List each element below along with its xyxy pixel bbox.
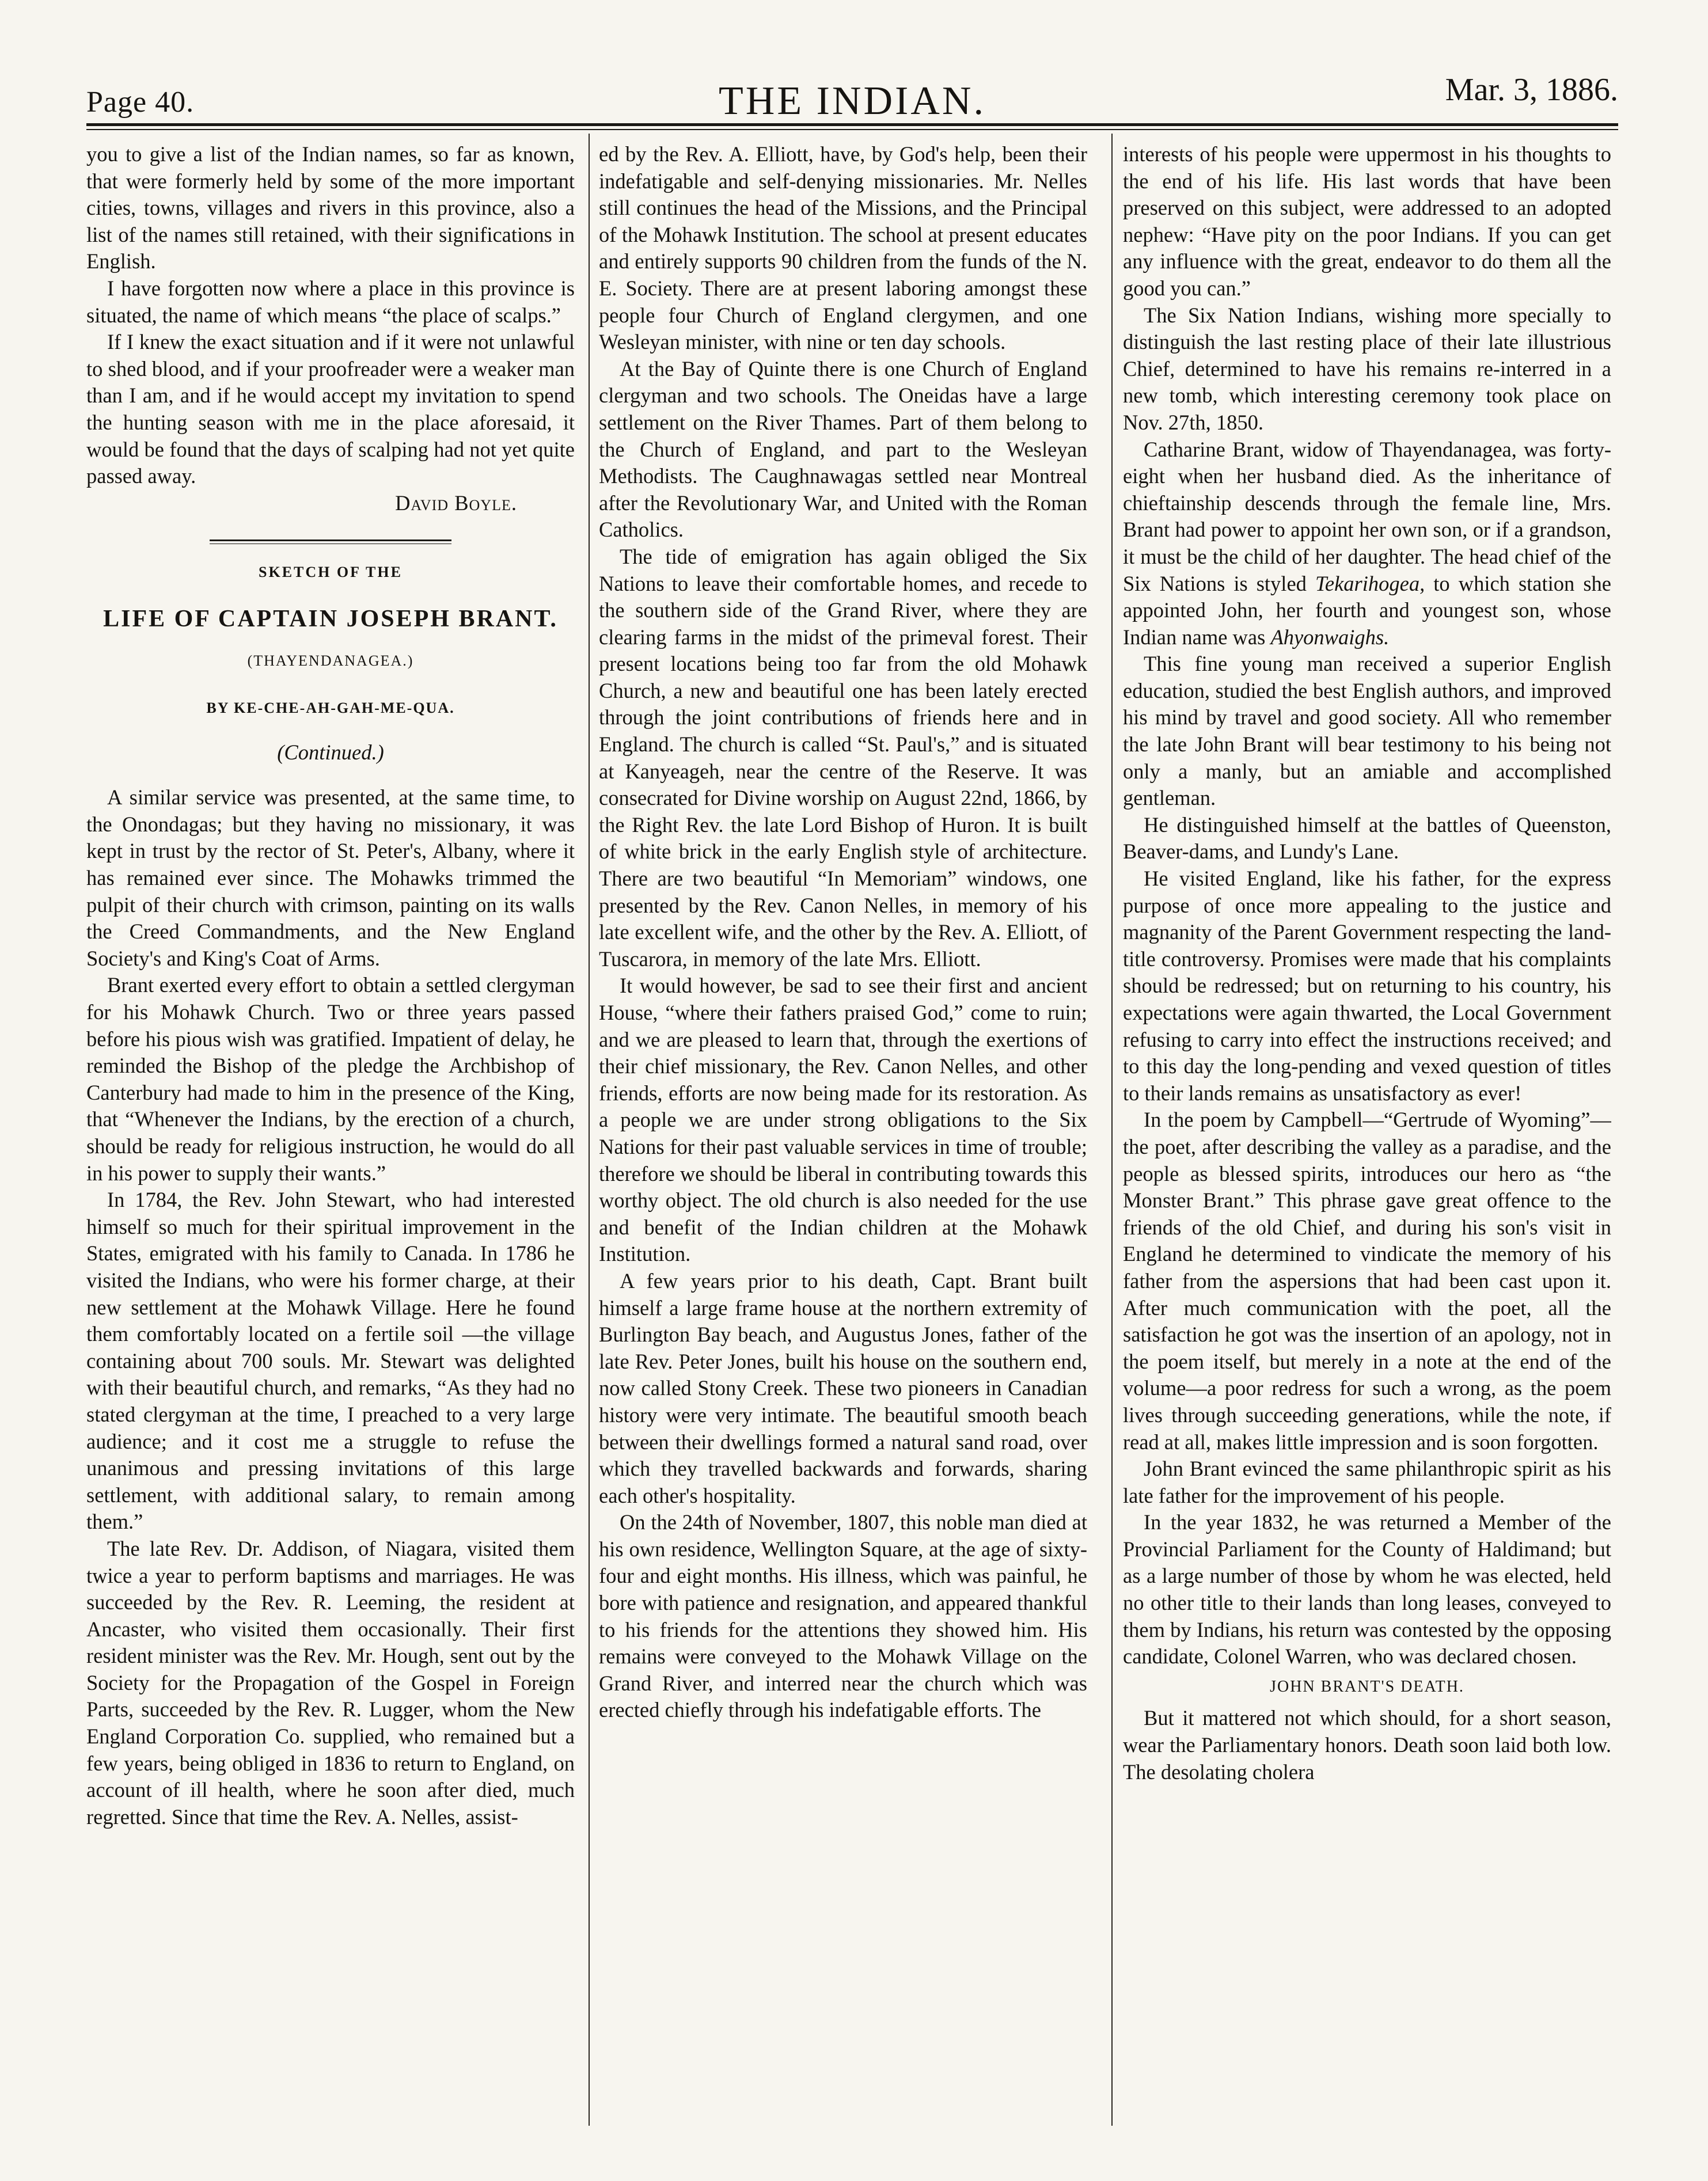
italic-term: Ahyonwaighs. (1270, 625, 1390, 649)
paragraph: It would however, be sad to see their first and ancient House, “where their fathers praised God,” come to ruin; and we are pleased to learn that, through the exertions of their chief missionary, the Rev. Canon Nelles, and other friends, efforts are now being made for its restoration. As a people we are under strong obligations to the Six Nations for their past valuable services in time of trouble; therefore we should be liberal in contributing towards this worthy object. The old church is also needed for the use and benefit of the Indian children at the Mohawk Institution. (599, 974, 1087, 1266)
paragraph: The tide of emigration has again obliged the Six Nations to leave their comfortable homes, and recede to the southern side of the Grand River, where they are clearing farms in the midst of the primeval forest. Their present locations being too far from the old Mohawk Church, a new and beautiful one has been lately erected through the joint contributions of friends here and in England. The church is called “St. Paul's,” and is situated at Kanyeageh, near the centre of the Reserve. It was consecrated for Divine worship on August 22nd, 1866, by the Right Rev. the late Lord Bishop of Huron. It is built of white brick in the early English style of architecture. There are two beautiful “In Memoriam” windows, one presented by the Rev. Canon Nelles, in memory of his late excellent wife, and the other by the Rev. A. Elliott, of Tuscarora, in memory of the late Mrs. Elliott. (599, 544, 1087, 971)
paragraph: In the poem by Campbell—“Gertrude of Wyoming”—the poet, after describing the valley as a paradise, and the people as blessed spirits, introduces our hero as “the Monster Brant.” This phrase gave great offence to the friends of the old Chief, and during his son's visit in England he determined to vindicate the memory of his father from the aspersions that had been cast upon it. After much communication with the poet, all the satisfaction he got was the insertion of an apology, not in the poem itself, but merely in a note at the end of the volume—a poor redress for such a wrong, as the poem lives through succeeding generations, while the note, if read at all, makes little impression and is soon forgotten. (1123, 1108, 1611, 1454)
article-kicker: SKETCH OF THE (259, 564, 403, 581)
text-run: to which station she appointed John, her fourth and youngest son, whose Indian name was (1123, 571, 1611, 649)
paragraph: you to give a list of the Indian names, so far as known, that were formerly held by some of the more important cities, towns, villages and rivers in this province, also a list of the names still retained, with their significations in English. (86, 142, 575, 273)
column-divider-1 (589, 134, 590, 2126)
paragraph: He distinguished himself at the battles of Queenston, Beaver-dams, and Lundy's Lane. (1123, 812, 1611, 864)
article-byline: BY KE-CHE-AH-GAH-ME-QUA. (206, 700, 455, 717)
continued-note: (Continued.) (277, 740, 384, 764)
text-run: Catharine Brant, widow of Thayendanagea, was forty-eight when her husband died. As the inheritance of chieftainship descends through the female line, Mrs. Brant had power to appoint her own son, or if a grandson, it must be the child of her daughter. The head chief of the Six Nations is styled (1123, 437, 1611, 595)
paragraph: A similar service was presented, at the same time, to the Onondagas; but they having no missionary, it was kept in trust by the rector of St. Peter's, Albany, where it has remained ever since. The Mohawks trimmed the pulpit of their church with crimson, painting on its walls the Creed Commandments, and the New England Society's and King's Coat of Arms. (86, 785, 575, 970)
article-subtitle: (THAYENDANAGEA.) (247, 652, 414, 669)
paragraph: This fine young man received a superior English education, studied the best English authors, and improved his mind by travel and good society. All who remember the late John Brant will bear testimony to his being not only a manly, but an amiable and accomplished gentleman. (1123, 652, 1611, 810)
paragraph: interests of his people were uppermost in his thoughts to the end of his life. His last words that have been preserved on this subject, were addressed to an adopted nephew: “Have pity on the poor Indians. If you can get any influence with the great, endeavor to do them all the good you can.” (1123, 142, 1611, 300)
paragraph: I have forgotten now where a place in this province is situated, the name of which means “the place of scalps.” (86, 276, 575, 327)
paragraph: ed by the Rev. A. Elliott, have, by God's help, been their indefatigable and self-denying missionaries. Mr. Nelles still continues the head of the Missions, and the Principal of the Mohawk Institution. The school at present educates and entirely supports 90 children from the funds of the N. E. Society. There are at present laboring amongst these people four Church of England clergymen, and one Wesleyan minister, with nine or ten day schools. (599, 142, 1087, 354)
masthead (86, 63, 1618, 121)
article-title: LIFE OF CAPTAIN JOSEPH BRANT. (103, 605, 558, 632)
paragraph: On the 24th of November, 1807, this noble man died at his own residence, Wellington Square, at the age of sixty-four and eight months. His illness, which was painful, he bore with patience and resignation, and appeared thankful to his friends for the attentions they showed him. His remains were conveyed to the Mohawk Village on the Grand River, and interred near the church which was erected chiefly through his indefatigable efforts. The (599, 1510, 1087, 1722)
column-1 (86, 141, 575, 2127)
header-rule-thick (86, 123, 1618, 126)
section-subhead: JOHN BRANT'S DEATH. (1270, 1677, 1464, 1696)
paragraph: John Brant evinced the same philanthropic spirit as his late father for the improvement of his people. (1123, 1457, 1611, 1507)
page-number: Page 40. (86, 86, 195, 119)
issue-date: Mar. 3, 1886. (1445, 72, 1618, 108)
paragraph: At the Bay of Quinte there is one Church of England clergyman and two schools. The Oneidas have a large settlement on the River Thames. Part of them belong to the Church of England, and part to the Wesleyan Methodists. The Caughnawagas settled near Montreal after the Revolutionary War, and United with the Roman Catholics. (599, 356, 1087, 542)
paragraph: But it mattered not which should, for a short season, wear the Parliamentary honors. Death soon laid both low. The desolating cholera (1123, 1706, 1611, 1784)
newspaper-title: THE INDIAN. (719, 79, 986, 123)
paragraph: Brant exerted every effort to obtain a settled clergyman for his Mohawk Church. Two or three years passed before his pious wish was gratified. Impatient of delay, he reminded the Bishop of the pledge the Archbishop of Canterbury had made to him in the presence of the King, that “Whenever the Indians, by the erection of a church, should be ready for religious instruction, he would do all in his power to supply their wants.” (86, 973, 575, 1185)
paragraph (1123, 436, 1611, 651)
paragraph: The Six Nation Indians, wishing more specially to distinguish the last resting place of their late illustrious Chief, determined to have his remains re-interred in a new tomb, which interesting ceremony took place on Nov. 27th, 1850. (1123, 303, 1611, 434)
paragraph: If I knew the exact situation and if it were not unlawful to shed blood, and if your proofreader were a weaker man than I am, and if he would accept my invitation to spend the hunting season with me in the place aforesaid, it would be found that the days of scalping had not yet quite passed away. (86, 330, 575, 488)
paragraph: The late Rev. Dr. Addison, of Niagara, visited them twice a year to perform baptisms and marriages. He was succeeded by the Rev. R. Leeming, the resident at Ancaster, who visited them occasionally. Their first resident minister was the Rev. Mr. Hough, sent out by the Society for the Propagation of the Gospel in Foreign Parts, succeeded by the Rev. R. Lugger, whom the New England Corporation Co. supplied, who remained but a few years, being obliged in 1836 to return to England, on account of ill health, where he soon after died, much regretted. Since that time the Rev. A. Nelles, assist- (86, 1536, 575, 1829)
paragraph: In the year 1832, he was returned a Member of the Provincial Parliament for the County of Haldimand; but as a large number of those by whom he was elected, held no other title to their lands than long leases, conveyed to them by Indians, his return was contested by the opposing candidate, Colonel Warren, who was declared chosen. (1123, 1510, 1611, 1669)
header-rule-thin (86, 129, 1618, 130)
paragraph: In 1784, the Rev. John Stewart, who had interested himself so much for their spiritual improvement in the States, emigrated with his family to Canada. In 1786 he visited the Indians, who were his former charge, at their new settlement at the Mohawk Village. Here he found them comfortably located on a fertile soil —the village containing about 700 souls. Mr. Stewart was delighted with their beautiful church, and remarks, “As they had no stated clergyman at the time, I preached to a very large audience; and it cost me a struggle to refuse the unanimous and pressing invitations of this large settlement, with additional salary, to remain among them.” (86, 1188, 575, 1534)
column-2 (599, 141, 1087, 2127)
section-divider (210, 539, 451, 544)
paragraph: He visited England, like his father, for the express purpose of once more appealing to the justice and magnanity of the Parent Government respecting the land-title controversy. Promises were made that his complaints should be redressed; but on returning to his country, his expectations were again thwarted, the Local Government refusing to carry into effect the instructions received; and to this day the long-pending and vexed question of titles to their lands remains as unsatisfactory as ever! (1123, 867, 1611, 1105)
column-3 (1123, 141, 1611, 2127)
letter-signature: David Boyle. (395, 491, 517, 515)
column-divider-2 (1111, 134, 1113, 2126)
paragraph: A few years prior to his death, Capt. Brant built himself a large frame house at the northern extremity of Burlington Bay beach, and Augustus Jones, father of the late Rev. Peter Jones, built his house on the southern end, now called Stony Creek. These two pioneers in Canadian history were very intimate. The beautiful smooth beach between their dwellings formed a natural sand road, over which they travelled backwards and forwards, sharing each other's hospitality. (599, 1268, 1087, 1507)
italic-term: Tekarihogea, (1315, 571, 1425, 595)
